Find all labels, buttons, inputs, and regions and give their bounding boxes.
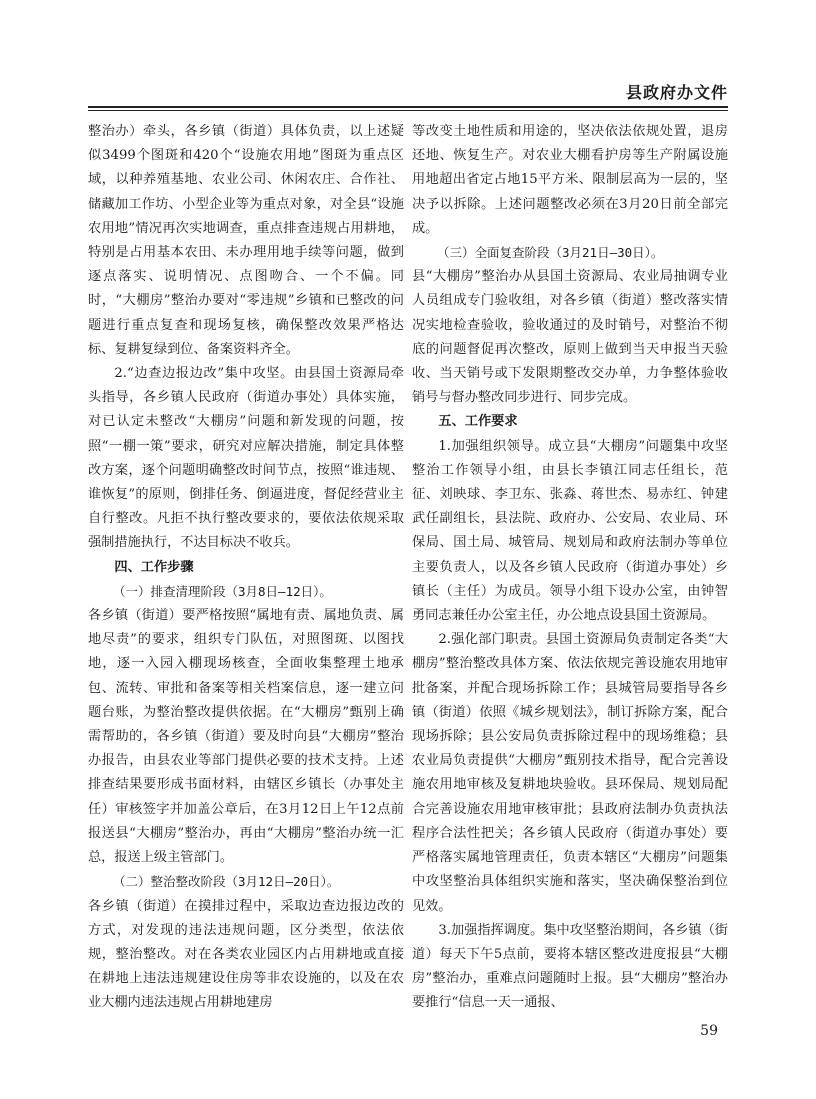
section-heading: 五、工作要求 xyxy=(438,414,518,430)
paragraph: 1.加强组织领导。成立县“大棚房”问题集中攻坚整治工作领导小组，由县长李镇江同志任组长，范征、刘映球、李卫东、张淼、蒋世杰、易赤红、钟建武任副组长，县法院、政府办、公安局、农业局、环保局、国土局、城管局、规划局和政府法制办等单位主要负责人，以及各乡镇人民政府（街道办事处）乡镇长（主任）为成员。领导小组下设办公室，由钟智勇同志兼任办公室主任，办公地点设县国土资源局。 xyxy=(412,438,728,624)
left-column xyxy=(88,120,404,1016)
paragraph: 等改变土地性质和用途的，坚决依法依规处置，退房还地、恢复生产。对农业大棚看护房等生产附属设施用地超出省定占地15平方米、限制层高为一层的，坚决予以拆除。上述问题整改必须在3月20日前全部完成。 xyxy=(412,124,728,236)
header-title: 县政府办文件 xyxy=(625,83,728,102)
right-column xyxy=(412,120,728,1016)
page-number: 59 xyxy=(700,1023,718,1039)
paragraph: 2.强化部门职责。县国土资源局负责制定各类“大棚房”整治整改具体方案、依法依规完善设施农用地审批备案，并配合现场拆除工作；县城管局要指导各乡镇（街道）依照《城乡规划法》，制订拆除方案，配合现场拆除；县公安局负责拆除过程中的现场维稳；县农业局负责提供“大棚房”甄别技术指导，配合完善设施农用地审核及复耕地块验收。县环保局、规划局配合完善设施农用地审核审批；县政府法制办负责执法程序合法性把关；各乡镇人民政府（街道办事处）要严格落实属地管理责任，负责本辖区“大棚房”问题集中攻坚整治具体组织实施和落实，坚决确保整治到位见效。 xyxy=(412,632,728,914)
header-rule-thin xyxy=(88,110,728,111)
paragraph: 2.“边查边报边改”集中攻坚。由县国土资源局牵头指导，各乡镇人民政府（街道办事处）具体实施，对已认定未整改“大棚房”问题和新发现的问题，按照“一棚一策”要求，研究对应解决措施，制定具体整改方案，逐个问题明确整改时间节点，按照“谁违规、谁恢复”的原则，倒排任务、倒逼进度，督促经营业主自行整改。凡拒不执行整改要求的，要依法依规采取强制措施执行，不达目标决不收兵。 xyxy=(88,366,404,551)
paragraph: 各乡镇（街道）在摸排过程中，采取边查边报边改的方式，对发现的违法违规问题，区分类型，依法依规，整治整改。对在各类农业园区内占用耕地或直接在耕地上违法违规建设住房等非农设施的，以及在农业大棚内违法违规占用耕地建房 xyxy=(88,898,404,1011)
stage-heading: （三）全面复查阶段（3月21日—30日）。 xyxy=(437,245,664,261)
paragraph: 整治办）牵头，各乡镇（街道）具体负责，以上述疑似3499个图斑和420个“设施农用地”图斑为重点区域，以种养殖基地、农业公司、休闲农庄、合作社、储藏加工作坊、小型企业等为重点对象，对全县“设施农用地”情况再次实地调查，重点排查违规占用耕地，特别是占用基本农田、未办理用地手续等问题，做到逐点落实、说明情况、点图吻合、一个不偏。同时，“大棚房”整治办要对“零违规”乡镇和已整改的问题进行重点复查和现场复核，确保整改效果严格达标、复耕复绿到位、备案资料齐全。 xyxy=(88,124,404,357)
paragraph: 各乡镇（街道）要严格按照“属地有责、属地负责、属地尽责”的要求，组织专门队伍，对照图斑、以图找地，逐一入园入棚现场核查，全面收集整理土地承包、流转、审批和备案等相关档案信息，逐一建立问题台账，为整治整改提供依据。在“大棚房”甄别上确需帮助的，各乡镇（街道）要及时向县“大棚房”整治办报告，由县农业等部门提供必要的技术支持。上述排查结果要形成书面材料，由辖区乡镇长（办事处主任）审核签字并加盖公章后，在3月12日上午12点前报送县“大棚房”整治办，再由“大棚房”整治办统一汇总，报送上级主管部门。 xyxy=(88,608,404,866)
section-heading: 四、工作步骤 xyxy=(114,559,194,575)
paragraph: 3.加强指挥调度。集中攻坚整治期间，各乡镇（街道）每天下午5点前，要将本辖区整改进度报县“大棚房”整治办，重难点问题随时上报。县“大棚房”整治办要推行“信息一天一通报、 xyxy=(412,922,728,1011)
paragraph: 县“大棚房”整治办从县国土资源局、农业局抽调专业人员组成专门验收组，对各乡镇（街道）整改落实情况实地检查验收，验收通过的及时销号，对整治不彻底的问题督促再次整改，原则上做到当天申报当天验收、当天销号或下发限期整改交办单，力争整体验收销号与督办整改同步进行、同步完成。 xyxy=(412,269,728,406)
stage-heading: （一）排查清理阶段（3月8日—12日）。 xyxy=(113,583,332,599)
stage-heading: （二）整治整改阶段（3月12日—20日）。 xyxy=(113,874,340,890)
header-rule xyxy=(88,106,728,108)
